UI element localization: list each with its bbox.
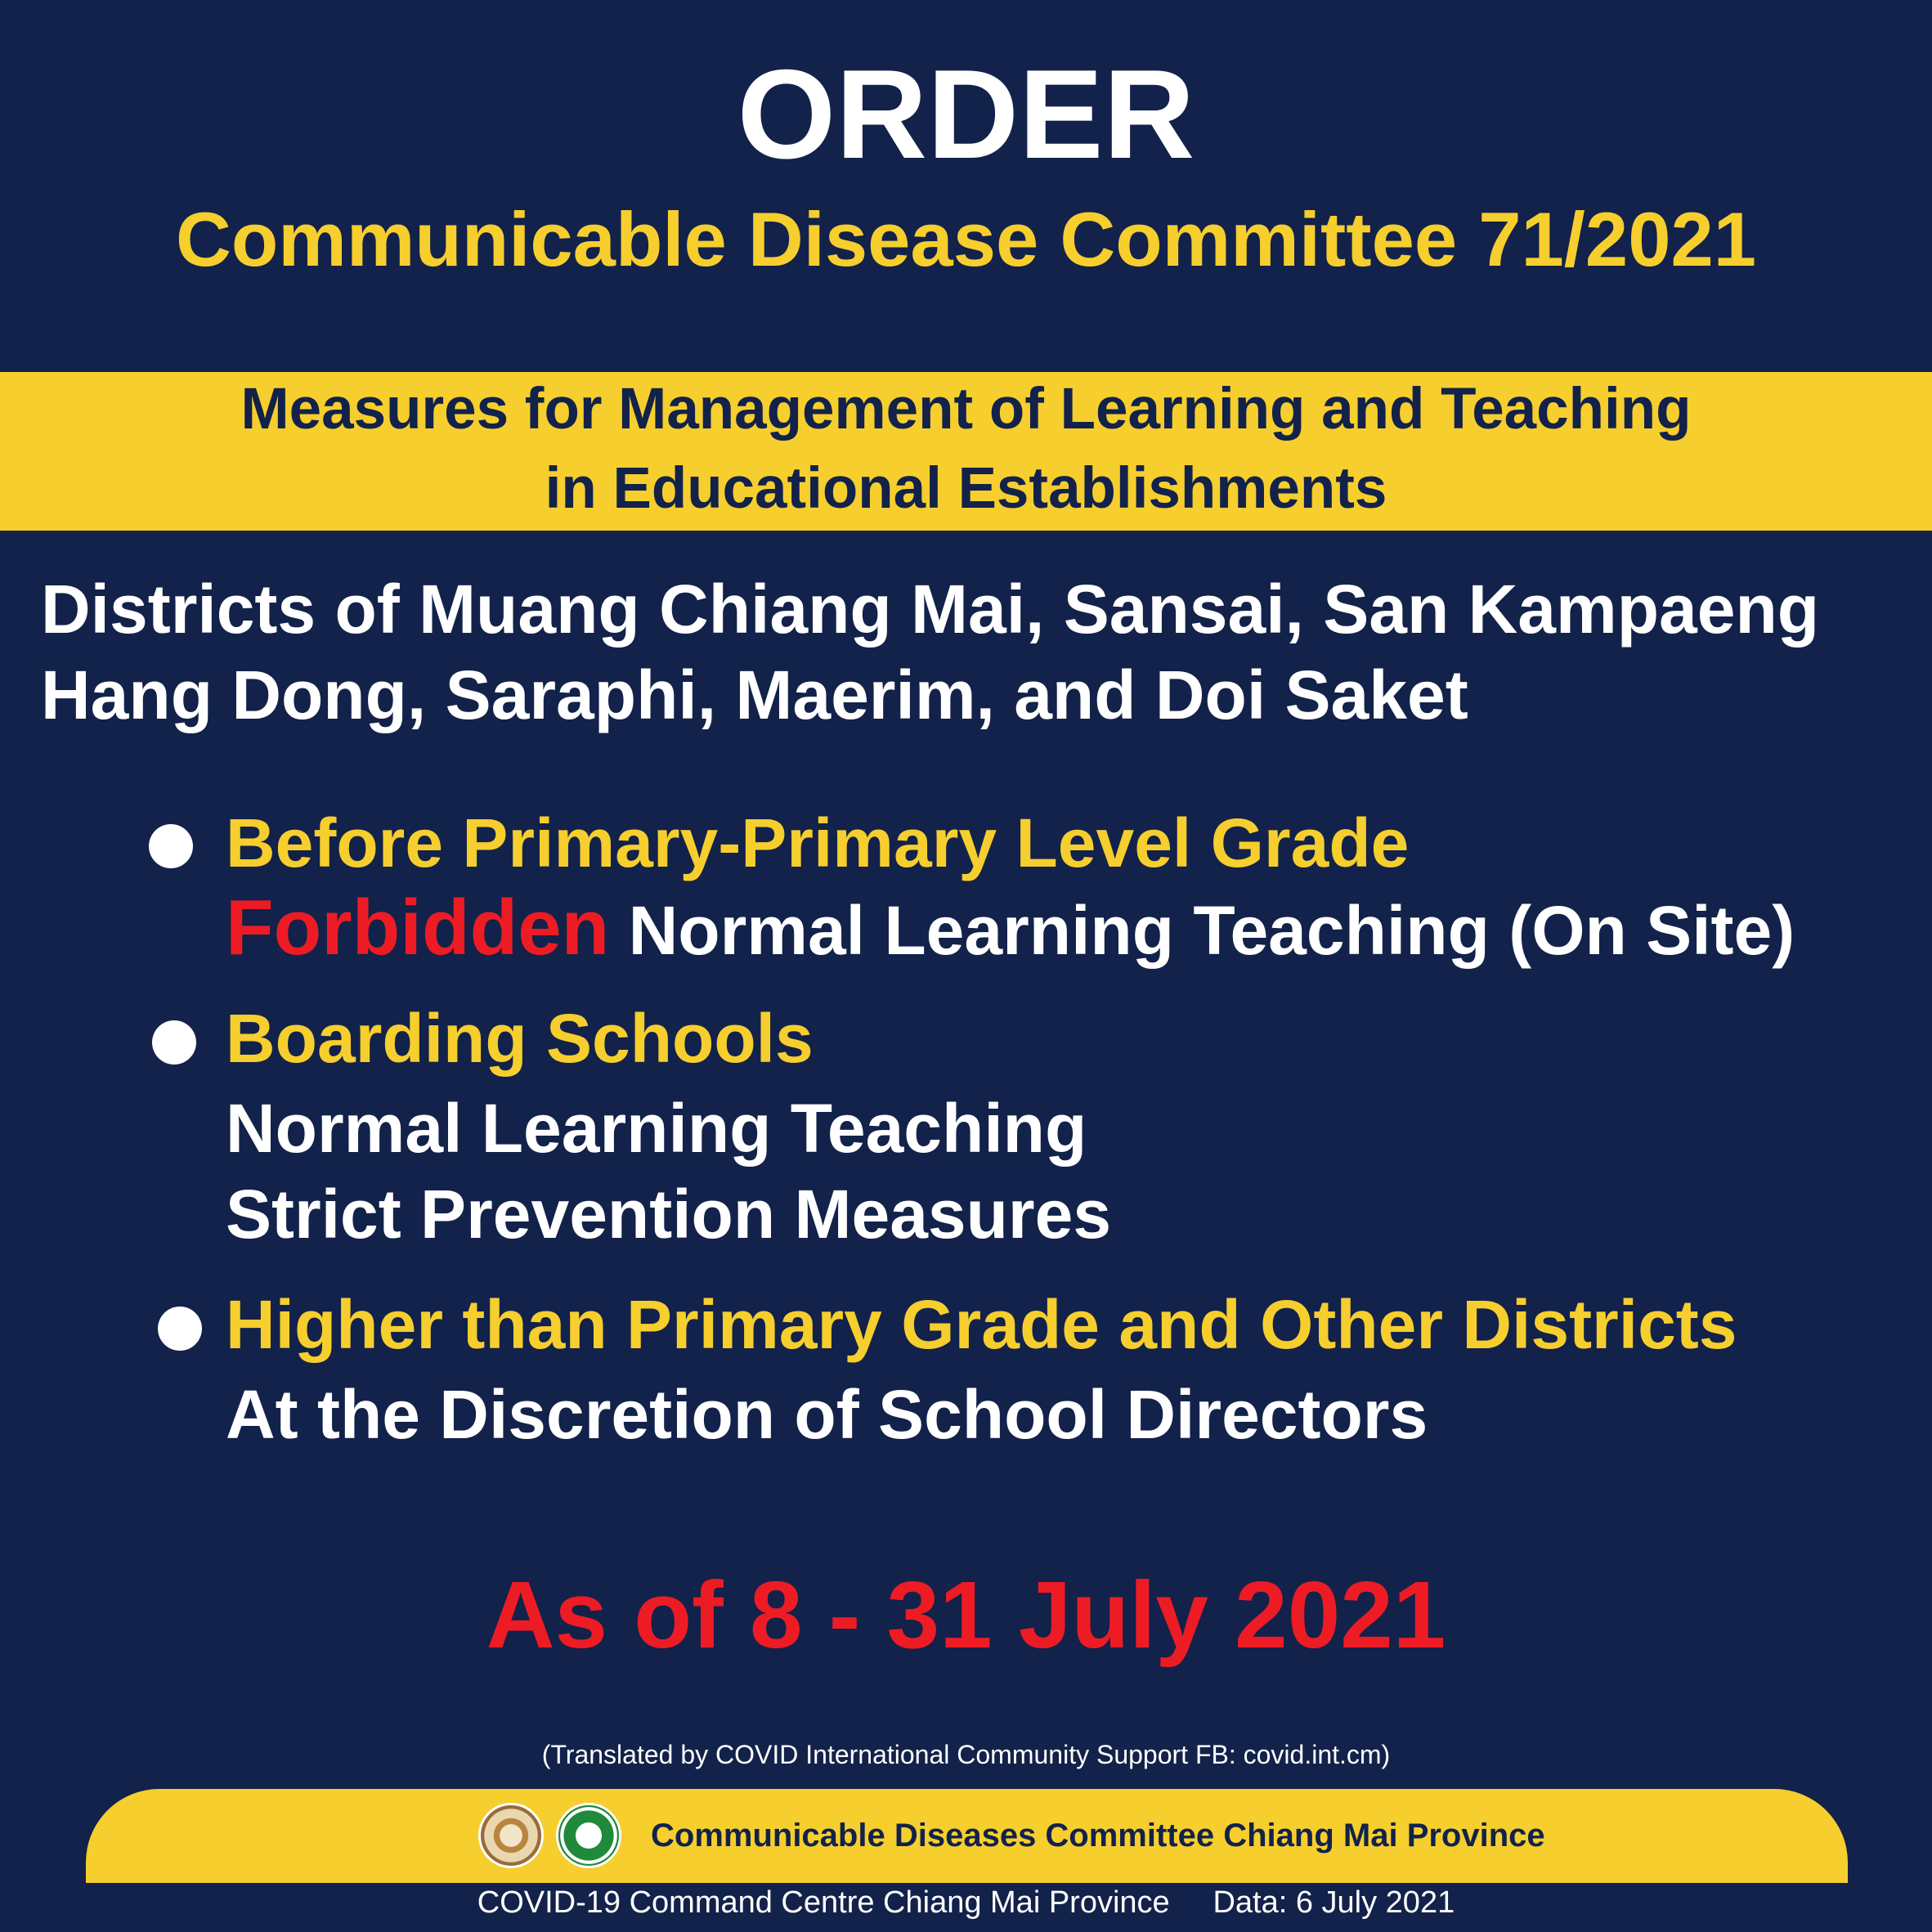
command-centre-name: COVID-19 Command Centre Chiang Mai Province	[477, 1885, 1170, 1920]
bullet-icon	[152, 1020, 196, 1065]
measure-1-detail-text: Normal Learning Teaching (On Site)	[609, 892, 1795, 969]
measure-1-heading: Before Primary-Primary Level Grade	[226, 805, 1410, 881]
ministry-of-public-health-logo-icon	[556, 1803, 621, 1868]
order-title: ORDER	[737, 43, 1195, 185]
committee-order-number: Communicable Disease Committee 71/2021	[175, 196, 1757, 282]
measure-2-detail-1: Normal Learning Teaching	[226, 1090, 1087, 1167]
districts-line-2: Hang Dong, Saraphi, Maerim, and Doi Saket	[41, 657, 1468, 733]
footer-committee-name: Communicable Diseases Committee Chiang Mai Province	[651, 1818, 1545, 1854]
banner-line-2: in Educational Establishments	[545, 456, 1387, 521]
bullet-icon	[158, 1307, 202, 1351]
measure-1-detail	[226, 884, 1795, 971]
provincial-seal-icon	[478, 1803, 544, 1868]
measure-2-heading: Boarding Schools	[226, 1000, 814, 1077]
districts-line-1: Districts of Muang Chiang Mai, Sansai, San Kampaeng	[41, 571, 1820, 648]
bullet-icon	[149, 824, 193, 868]
measure-3-heading: Higher than Primary Grade and Other Districts	[226, 1286, 1737, 1363]
translation-credit: (Translated by COVID International Community Support FB: covid.int.cm)	[541, 1740, 1391, 1769]
data-date: Data: 6 July 2021	[1213, 1885, 1455, 1920]
forbidden-highlight: Forbidden	[226, 884, 610, 971]
measure-2-detail-2: Strict Prevention Measures	[226, 1176, 1112, 1253]
footer-source-line	[0, 1880, 1932, 1925]
effective-date-range: As of 8 - 31 July 2021	[486, 1562, 1446, 1668]
banner-line-1: Measures for Management of Learning and Teaching	[240, 377, 1692, 442]
measure-3-detail: At the Discretion of School Directors	[226, 1376, 1428, 1453]
